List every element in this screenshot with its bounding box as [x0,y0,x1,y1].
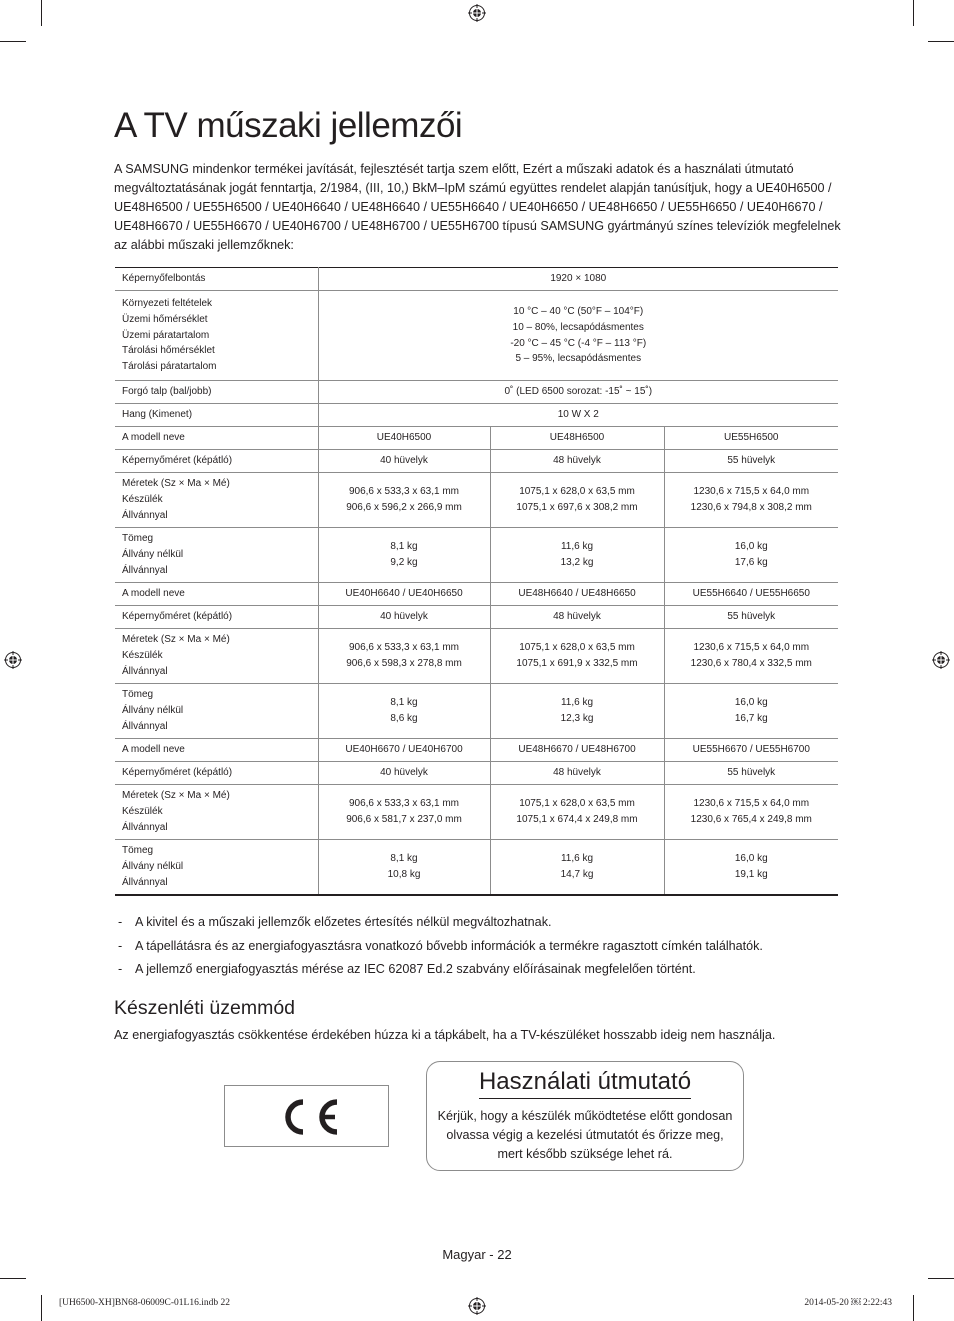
crop-mark [41,0,42,26]
table-row [115,528,838,583]
crop-mark [913,0,914,26]
model-name: UE55H6640 / UE55H6650 [664,583,838,606]
weight-value: 16,0 kg 17,6 kg [664,528,838,583]
note-dash: - [118,938,123,953]
user-manual-notice [426,1061,744,1171]
dimensions-value: 1075,1 x 628,0 x 63,5 mm 1075,1 x 697,6 x 308,2 mm [490,473,664,528]
table-row [115,268,838,291]
environment-values: 10 °C – 40 °C (50°F – 104°F) 10 – 80%, lecsapódásmentes -20 °C – 45 °C (-4 °F – 113 °F) 5 – 95%, lecsapódásmentes [318,291,838,381]
registration-mark-icon [468,1297,486,1315]
sound-label: Hang (Kimenet) [115,404,318,427]
crop-mark [0,1278,26,1279]
dimensions-value: 1075,1 x 628,0 x 63,5 mm 1075,1 x 691,9 x 332,5 mm [490,629,664,684]
model-name: UE55H6670 / UE55H6700 [664,739,838,762]
list-item [118,936,838,960]
crop-mark [41,1295,42,1321]
screen-size: 40 hüvelyk [318,450,490,473]
weight-value: 16,0 kg 19,1 kg [664,840,838,895]
model-label: A modell neve [115,583,318,606]
table-row [115,629,838,684]
environment-labels: Környezeti feltételek Üzemi hőmérséklet Üzemi páratartalom Tárolási hőmérséklet Tárolási páratartalom [115,291,318,381]
notes-list [118,912,838,983]
list-item [118,912,838,936]
screen-size: 55 hüvelyk [664,606,838,629]
standby-text: Az energiafogyasztás csökkentése érdekében húzza ki a tápkábelt, ha a TV-készüléket hosszabb ideig nem használja. [114,1028,776,1042]
swivel-label: Forgó talp (bal/jobb) [115,381,318,404]
weight-labels: Tömeg Állvány nélkül Állvánnyal [115,528,318,583]
note-dash: - [118,962,123,976]
sound-value: 10 W X 2 [318,404,838,427]
screen-size: 40 hüvelyk [318,606,490,629]
model-name: UE48H6640 / UE48H6650 [490,583,664,606]
weight-labels: Tömeg Állvány nélkül Állvánnyal [115,684,318,739]
registration-mark-icon [932,651,950,669]
table-row [115,473,838,528]
swivel-value: 0˚ (LED 6500 sorozat: -15˚ ~ 15˚) [318,381,838,404]
table-row [115,606,838,629]
dimensions-value: 906,6 x 533,3 x 63,1 mm 906,6 x 581,7 x 237,0 mm [318,785,490,840]
model-label: A modell neve [115,739,318,762]
table-row [115,583,838,606]
model-name: UE40H6670 / UE40H6700 [318,739,490,762]
specs-table [115,267,838,896]
weight-value: 16,0 kg 16,7 kg [664,684,838,739]
weight-value: 11,6 kg 12,3 kg [490,684,664,739]
table-row [115,840,838,895]
weight-value: 11,6 kg 14,7 kg [490,840,664,895]
weight-value: 8,1 kg 10,8 kg [318,840,490,895]
table-row [115,450,838,473]
dimensions-value: 1075,1 x 628,0 x 63,5 mm 1075,1 x 674,4 x 249,8 mm [490,785,664,840]
model-name: UE48H6500 [490,427,664,450]
note-text: A jellemző energiafogyasztás mérése az IEC 62087 Ed.2 szabvány előírásainak megfelelően történt. [135,962,696,976]
intro-paragraph: A SAMSUNG mindenkor termékei javítását, fejlesztését tartja szem előtt, Ezért a műszaki adatok és a használati útmutató megváltoztatásának jogát fenntartja, 2/1984, (III, 10,) BkM–IpM számú együttes rendelet alapján tanúsítjuk, hogy a UE40H6500 / UE48H6500 / UE55H6500 / UE40H6640 / UE48H6640 / UE55H6640 / UE40H6650 / UE48H6650 / UE55H6650 / UE40H6670 / UE48H6670 / UE55H6670 / UE40H6700 / UE48H6700 / UE55H6700 típusú SAMSUNG gyártmányú színes televíziók megfelelnek az alábbi műszaki jellemzőknek: [114,162,841,252]
weight-value: 8,1 kg 8,6 kg [318,684,490,739]
note-dash: - [118,915,123,929]
note-text: A kivitel és a műszaki jellemzők előzetes értesítés nélkül megváltozhatnak. [135,915,552,929]
screen-label: Képernyőméret (képátló) [115,606,318,629]
note-text: A tápellátásra és az energiafogyasztásra vonatkozó bővebb információk a termékre ragasztott címkén találhatók. [135,938,763,953]
screen-label: Képernyőméret (képátló) [115,762,318,785]
model-name: UE55H6500 [664,427,838,450]
registration-mark-icon [4,651,22,669]
screen-size: 48 hüvelyk [490,606,664,629]
registration-mark-icon [468,4,486,22]
crop-mark [913,1295,914,1321]
table-row [115,427,838,450]
crop-mark [0,41,26,42]
model-label: A modell neve [115,427,318,450]
crop-mark [928,1278,954,1279]
print-timestamp: 2014-05-20 ￼ 2:22:43 [804,1298,892,1308]
ce-mark-icon [275,1096,341,1138]
ce-mark-box [224,1085,389,1147]
model-name: UE48H6670 / UE48H6700 [490,739,664,762]
screen-size: 48 hüvelyk [490,450,664,473]
dimensions-value: 1230,6 x 715,5 x 64,0 mm 1230,6 x 765,4 x 249,8 mm [664,785,838,840]
print-file-info: [UH6500-XH]BN68-06009C-01L16.indb 22 [59,1298,230,1308]
weight-labels: Tömeg Állvány nélkül Állvánnyal [115,840,318,895]
table-row [115,739,838,762]
table-row [115,291,838,381]
screen-size: 48 hüvelyk [490,762,664,785]
dimensions-labels: Méretek (Sz × Ma × Mé) Készülék Állvánnyal [115,629,318,684]
page-number: Magyar - 22 [442,1247,512,1262]
crop-mark [928,41,954,42]
dimensions-labels: Méretek (Sz × Ma × Mé) Készülék Állvánnyal [115,785,318,840]
manual-text: Kérjük, hogy a készülék működtetése előtt gondosan olvassa végig a kezelési útmutatót és őrizze meg, mert később szüksége lehet rá. [437,1109,733,1161]
table-row [115,404,838,427]
screen-size: 40 hüvelyk [318,762,490,785]
dimensions-value: 1230,6 x 715,5 x 64,0 mm 1230,6 x 780,4 x 332,5 mm [664,629,838,684]
dimensions-value: 906,6 x 533,3 x 63,1 mm 906,6 x 596,2 x 266,9 mm [318,473,490,528]
dimensions-value: 1230,6 x 715,5 x 64,0 mm 1230,6 x 794,8 x 308,2 mm [664,473,838,528]
model-name: UE40H6640 / UE40H6650 [318,583,490,606]
dimensions-value: 906,6 x 533,3 x 63,1 mm 906,6 x 598,3 x 278,8 mm [318,629,490,684]
resolution-label: Képernyőfelbontás [122,273,206,285]
weight-value: 11,6 kg 13,2 kg [490,528,664,583]
page-title: A TV műszaki jellemzői [114,106,463,145]
screen-label: Képernyőméret (képátló) [115,450,318,473]
table-row [115,762,838,785]
screen-size: 55 hüvelyk [664,450,838,473]
table-row [115,785,838,840]
standby-heading: Készenléti üzemmód [114,997,296,1019]
list-item [118,959,838,983]
screen-size: 55 hüvelyk [664,762,838,785]
weight-value: 8,1 kg 9,2 kg [318,528,490,583]
table-row [115,684,838,739]
resolution-value: 1920 × 1080 [318,268,838,291]
manual-title: Használati útmutató [479,1068,691,1099]
model-name: UE40H6500 [318,427,490,450]
dimensions-labels: Méretek (Sz × Ma × Mé) Készülék Állvánnyal [115,473,318,528]
table-row [115,381,838,404]
